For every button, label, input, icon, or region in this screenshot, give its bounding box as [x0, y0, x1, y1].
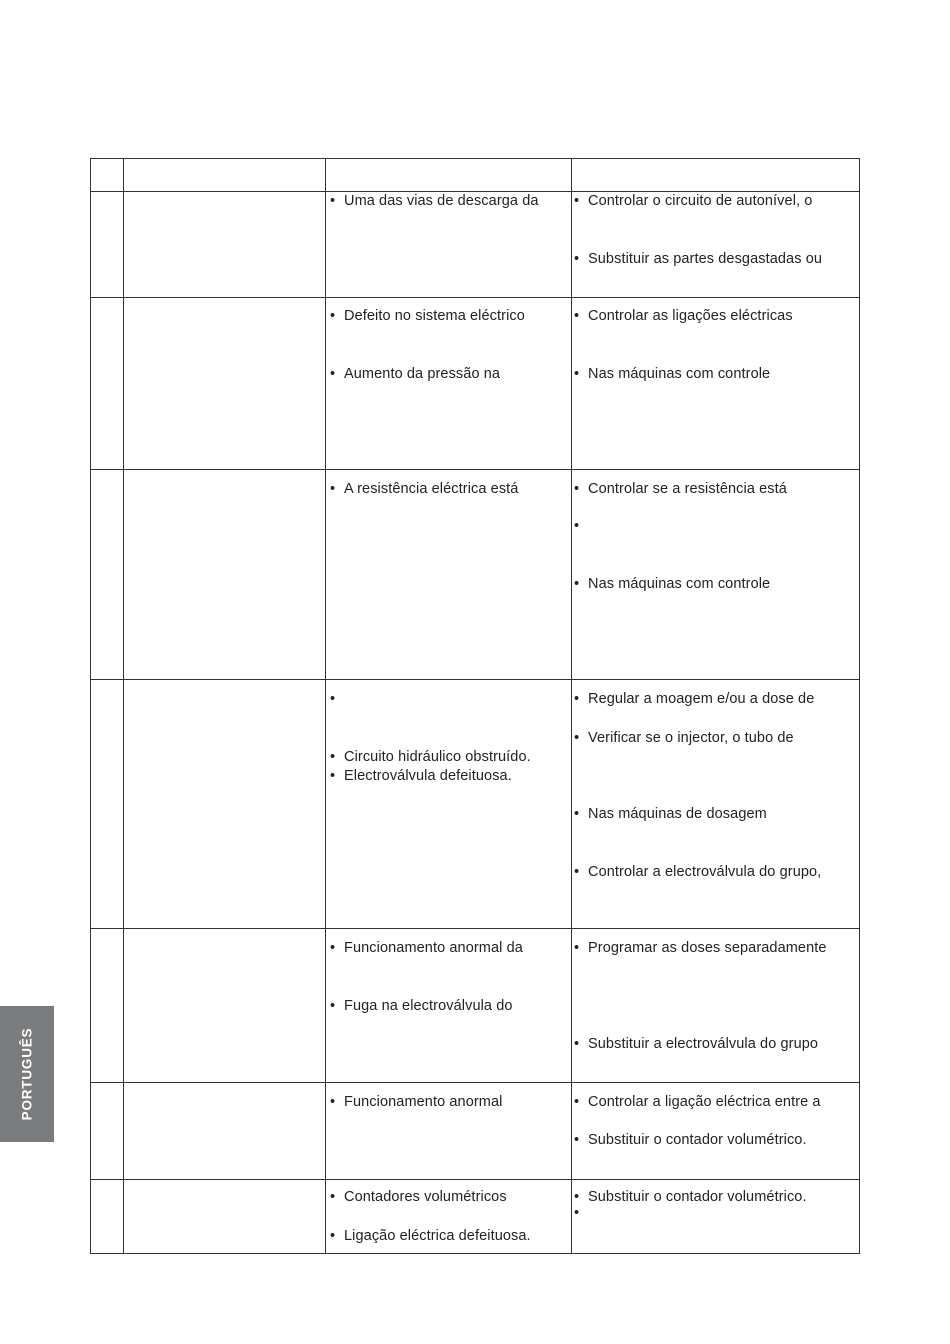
- bullet-icon: •: [330, 1228, 336, 1244]
- remedy-cell: [574, 1188, 858, 1252]
- row-divider: [91, 297, 859, 298]
- cause-item: • Electroválvula defeituosa.: [330, 768, 512, 784]
- row-divider: [91, 1179, 859, 1180]
- column-divider: [571, 159, 572, 1253]
- remedy-cell: [574, 480, 858, 676]
- bullet-icon: •: [574, 806, 580, 822]
- remedy-cell: [574, 192, 858, 296]
- bullet-icon: •: [574, 1189, 580, 1205]
- bullet-icon: •: [330, 749, 336, 765]
- row-divider: [91, 469, 859, 470]
- remedy-item: • Controlar a ligação eléctrica entre a: [574, 1094, 821, 1110]
- bullet-icon: •: [330, 998, 336, 1014]
- remedy-item: • Controlar as ligações eléctricas: [574, 308, 793, 324]
- remedy-cell: [574, 939, 858, 1079]
- bullet-icon: •: [574, 1205, 580, 1221]
- row-divider: [91, 679, 859, 680]
- bullet-icon: •: [330, 1094, 336, 1110]
- bullet-icon: •: [574, 864, 580, 880]
- cause-cell: [330, 939, 566, 1079]
- remedy-item: • Controlar se a resistência está: [574, 481, 787, 497]
- cause-item: [330, 690, 344, 708]
- bullet-icon: •: [574, 691, 580, 707]
- remedy-cell: [574, 690, 858, 926]
- bullet-icon: •: [574, 940, 580, 956]
- bullet-icon: •: [330, 691, 336, 707]
- cause-item: • Ligação eléctrica defeituosa.: [330, 1228, 531, 1244]
- bullet-icon: •: [574, 1132, 580, 1148]
- cause-item: • Funcionamento anormal da: [330, 940, 523, 956]
- bullet-icon: •: [330, 193, 336, 209]
- cause-cell: [330, 1188, 566, 1252]
- bullet-icon: •: [574, 576, 580, 592]
- bullet-icon: •: [330, 366, 336, 382]
- bullet-icon: •: [574, 193, 580, 209]
- bullet-icon: •: [574, 1094, 580, 1110]
- bullet-icon: •: [330, 481, 336, 497]
- remedy-item: • Substituir a electroválvula do grupo: [574, 1036, 819, 1052]
- remedy-item: • Controlar o circuito de autonível, o: [574, 193, 813, 209]
- remedy-item: [574, 517, 588, 535]
- remedy-item: • Controlar a electroválvula do grupo,: [574, 864, 822, 880]
- cause-cell: [330, 480, 566, 676]
- cause-item: • Contadores volumétricos: [330, 1189, 507, 1205]
- remedy-item: • Regular a moagem e/ou a dose de: [574, 691, 815, 707]
- remedy-item: • Verificar se o injector, o tubo de: [574, 730, 794, 746]
- remedy-item: • Nas máquinas com controle: [574, 576, 771, 592]
- remedy-item: • Programar as doses separadamente: [574, 940, 827, 956]
- row-divider: [91, 928, 859, 929]
- row-divider: [91, 1082, 859, 1083]
- remedy-cell: [574, 307, 858, 467]
- bullet-icon: •: [330, 308, 336, 324]
- language-side-tab: [0, 1006, 54, 1142]
- cause-cell: [330, 192, 566, 296]
- remedy-cell: [574, 1093, 858, 1177]
- cause-cell: [330, 690, 566, 926]
- remedy-item: • Substituir o contador volumétrico.: [574, 1189, 807, 1205]
- bullet-icon: •: [574, 1036, 580, 1052]
- troubleshooting-table: [90, 158, 860, 1254]
- remedy-item: • Substituir o contador volumétrico.: [574, 1132, 807, 1148]
- language-tab-label: PORTUGUÊS: [19, 1027, 35, 1121]
- cause-item: • Uma das vias de descarga da: [330, 193, 539, 209]
- bullet-icon: •: [330, 1189, 336, 1205]
- cause-item: • Aumento da pressão na: [330, 366, 501, 382]
- cause-item: • A resistência eléctrica está: [330, 481, 519, 497]
- cause-item: • Fuga na electroválvula do: [330, 998, 513, 1014]
- bullet-icon: •: [330, 768, 336, 784]
- cause-cell: [330, 1093, 566, 1177]
- bullet-icon: •: [574, 366, 580, 382]
- remedy-item: • Nas máquinas de dosagem: [574, 806, 767, 822]
- bullet-icon: •: [574, 730, 580, 746]
- bullet-icon: •: [574, 308, 580, 324]
- bullet-icon: •: [574, 251, 580, 267]
- cause-cell: [330, 307, 566, 467]
- bullet-icon: •: [330, 940, 336, 956]
- remedy-item: [574, 1204, 588, 1222]
- cause-item: • Circuito hidráulico obstruído.: [330, 749, 531, 765]
- bullet-icon: •: [574, 481, 580, 497]
- cause-item: • Funcionamento anormal: [330, 1094, 503, 1110]
- remedy-item: • Substituir as partes desgastadas ou: [574, 251, 823, 267]
- cause-item: • Defeito no sistema eléctrico: [330, 308, 525, 324]
- remedy-item: • Nas máquinas com controle: [574, 366, 771, 382]
- column-divider: [325, 159, 326, 1253]
- bullet-icon: •: [574, 518, 580, 534]
- column-divider: [123, 159, 124, 1253]
